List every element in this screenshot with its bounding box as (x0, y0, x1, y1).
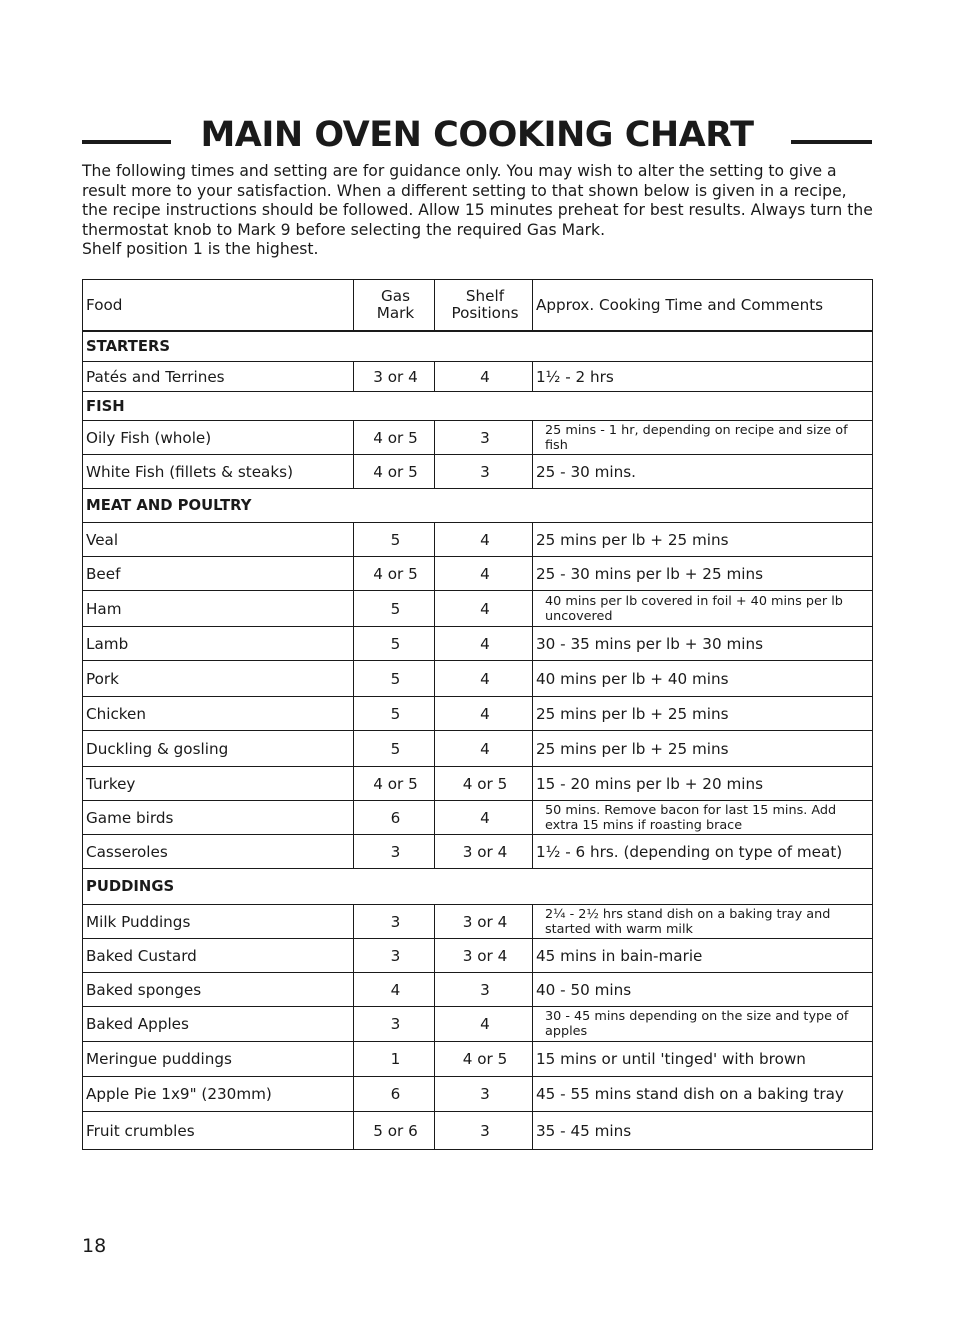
section-row (83, 331, 873, 362)
food-cell: Baked Apples (83, 1007, 354, 1042)
intro-text (82, 162, 877, 260)
food-cell: Beef (83, 557, 354, 591)
shelf-position-cell: 3 or 4 (435, 939, 533, 973)
gas-mark-cell: 5 (354, 661, 435, 697)
comment-cell: 40 - 50 mins (533, 973, 873, 1007)
gas-mark-cell: 3 or 4 (354, 362, 435, 392)
gas-mark-cell: 1 (354, 1042, 435, 1077)
title-block (82, 112, 872, 158)
section-heading: PUDDINGS (83, 869, 873, 905)
comment-cell: 2¼ - 2½ hrs stand dish on a baking tray and started with warm milk (533, 905, 873, 939)
table-row (83, 627, 873, 661)
table-row (83, 767, 873, 801)
gas-mark-cell: 5 (354, 697, 435, 731)
table-row (83, 362, 873, 392)
comment-cell: 30 - 35 mins per lb + 30 mins (533, 627, 873, 661)
section-row (83, 392, 873, 421)
gas-mark-cell: 4 (354, 973, 435, 1007)
table-row (83, 697, 873, 731)
comment-cell: 50 mins. Remove bacon for last 15 mins. Add extra 15 mins if roasting brace (533, 801, 873, 835)
header-gas-line2: Mark (376, 303, 415, 322)
food-cell: Patés and Terrines (83, 362, 354, 392)
table-row (83, 905, 873, 939)
food-cell: Game birds (83, 801, 354, 835)
comment-cell: 30 - 45 mins depending on the size and type of apples (533, 1007, 873, 1042)
gas-mark-cell: 3 (354, 835, 435, 869)
food-cell: Oily Fish (whole) (83, 421, 354, 455)
gas-mark-cell: 4 or 5 (354, 421, 435, 455)
gas-mark-cell: 3 (354, 1007, 435, 1042)
gas-mark-cell: 3 (354, 939, 435, 973)
header-food: Food (83, 280, 354, 331)
gas-mark-cell: 3 (354, 905, 435, 939)
header-gas-line1: Gas (381, 286, 410, 305)
food-cell: Baked Custard (83, 939, 354, 973)
food-cell: Baked sponges (83, 973, 354, 1007)
table-row (83, 1077, 873, 1112)
header-shelf-positions (435, 280, 533, 331)
shelf-position-cell: 4 (435, 731, 533, 767)
table-row (83, 731, 873, 767)
table-row (83, 939, 873, 973)
comment-cell: 35 - 45 mins (533, 1112, 873, 1150)
food-cell: Chicken (83, 697, 354, 731)
food-cell: Casseroles (83, 835, 354, 869)
comment-cell: 1½ - 6 hrs. (depending on type of meat) (533, 835, 873, 869)
shelf-position-cell: 3 (435, 1112, 533, 1150)
table-row (83, 557, 873, 591)
food-cell: White Fish (fillets & steaks) (83, 455, 354, 489)
header-shelf-line1: Shelf (465, 286, 505, 305)
page-title: MAIN OVEN COOKING CHART (200, 115, 754, 155)
table-row (83, 801, 873, 835)
shelf-position-cell: 3 (435, 973, 533, 1007)
header-comments: Approx. Cooking Time and Comments (533, 280, 873, 331)
page-number: 18 (82, 1235, 107, 1257)
shelf-position-cell: 4 or 5 (435, 1042, 533, 1077)
food-cell: Pork (83, 661, 354, 697)
table-header-row (83, 280, 873, 331)
gas-mark-cell: 5 (354, 591, 435, 627)
shelf-position-cell: 4 (435, 697, 533, 731)
shelf-position-cell: 3 (435, 421, 533, 455)
comment-cell: 40 mins per lb covered in foil + 40 mins per lb uncovered (533, 591, 873, 627)
comment-cell: 25 - 30 mins. (533, 455, 873, 489)
section-heading: STARTERS (83, 331, 873, 362)
comment-cell: 25 - 30 mins per lb + 25 mins (533, 557, 873, 591)
section-row (83, 869, 873, 905)
comment-cell: 45 - 55 mins stand dish on a baking tray (533, 1077, 873, 1112)
comment-cell: 45 mins in bain-marie (533, 939, 873, 973)
intro-paragraph: The following times and setting are for guidance only. You may wish to alter the setting to give a result more to your satisfaction. When a different setting to that shown below is given in a recipe, the recipe instructions should be followed. Allow 15 minutes preheat for best results. Always turn the thermostat knob to Mark 9 before selecting the required Gas Mark. (82, 162, 873, 239)
shelf-position-cell: 3 or 4 (435, 835, 533, 869)
comment-cell: 25 mins per lb + 25 mins (533, 697, 873, 731)
food-cell: Duckling & gosling (83, 731, 354, 767)
table-row (83, 1112, 873, 1150)
comment-cell: 25 mins - 1 hr, depending on recipe and size of fish (533, 421, 873, 455)
shelf-position-cell: 4 (435, 591, 533, 627)
comment-cell: 15 mins or until 'tinged' with brown (533, 1042, 873, 1077)
shelf-position-cell: 4 (435, 1007, 533, 1042)
table-row (83, 591, 873, 627)
section-heading: MEAT AND POULTRY (83, 489, 873, 523)
shelf-position-cell: 3 or 4 (435, 905, 533, 939)
food-cell: Ham (83, 591, 354, 627)
comment-cell: 40 mins per lb + 40 mins (533, 661, 873, 697)
gas-mark-cell: 5 or 6 (354, 1112, 435, 1150)
food-cell: Veal (83, 523, 354, 557)
title-rule-right (791, 140, 872, 144)
table-row (83, 973, 873, 1007)
shelf-position-cell: 4 (435, 523, 533, 557)
table-row (83, 1042, 873, 1077)
section-heading: FISH (83, 392, 873, 421)
shelf-position-cell: 4 or 5 (435, 767, 533, 801)
shelf-note: Shelf position 1 is the highest. (82, 240, 319, 259)
gas-mark-cell: 6 (354, 801, 435, 835)
shelf-position-cell: 4 (435, 627, 533, 661)
food-cell: Turkey (83, 767, 354, 801)
food-cell: Apple Pie 1x9" (230mm) (83, 1077, 354, 1112)
shelf-position-cell: 4 (435, 801, 533, 835)
gas-mark-cell: 4 or 5 (354, 767, 435, 801)
cooking-chart-table (82, 279, 873, 1150)
table-row (83, 455, 873, 489)
table-row (83, 421, 873, 455)
table-row (83, 835, 873, 869)
comment-cell: 25 mins per lb + 25 mins (533, 523, 873, 557)
table-row (83, 523, 873, 557)
shelf-position-cell: 4 (435, 661, 533, 697)
comment-cell: 25 mins per lb + 25 mins (533, 731, 873, 767)
food-cell: Lamb (83, 627, 354, 661)
table-row (83, 1007, 873, 1042)
shelf-position-cell: 4 (435, 362, 533, 392)
gas-mark-cell: 5 (354, 523, 435, 557)
header-shelf-line2: Positions (451, 303, 519, 322)
table-row (83, 661, 873, 697)
comment-cell: 15 - 20 mins per lb + 20 mins (533, 767, 873, 801)
food-cell: Milk Puddings (83, 905, 354, 939)
table-body (83, 331, 873, 1150)
header-gas-mark (354, 280, 435, 331)
gas-mark-cell: 6 (354, 1077, 435, 1112)
gas-mark-cell: 4 or 5 (354, 557, 435, 591)
comment-cell: 1½ - 2 hrs (533, 362, 873, 392)
shelf-position-cell: 3 (435, 455, 533, 489)
gas-mark-cell: 4 or 5 (354, 455, 435, 489)
section-row (83, 489, 873, 523)
shelf-position-cell: 4 (435, 557, 533, 591)
food-cell: Fruit crumbles (83, 1112, 354, 1150)
food-cell: Meringue puddings (83, 1042, 354, 1077)
shelf-position-cell: 3 (435, 1077, 533, 1112)
gas-mark-cell: 5 (354, 731, 435, 767)
gas-mark-cell: 5 (354, 627, 435, 661)
